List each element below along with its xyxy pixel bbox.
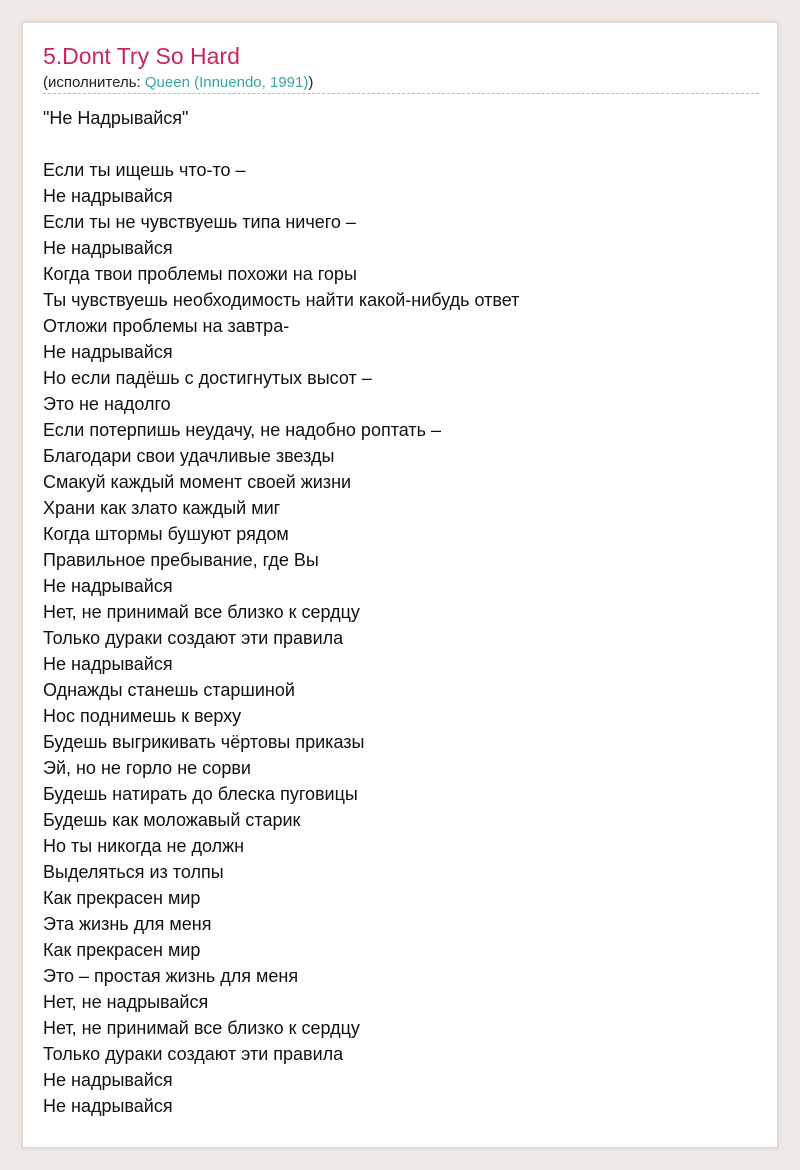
lyric-line: Будешь натирать до блеска пуговицы — [43, 784, 358, 804]
lyric-line: Смакуй каждый момент своей жизни — [43, 472, 352, 492]
lyric-line: Будешь выгрикивать чёртовы приказы — [43, 732, 365, 752]
lyric-line: Эй, но не горло не сорви — [43, 758, 251, 778]
lyric-line: Не надрывайся — [43, 238, 173, 258]
lyric-line: Но если падёшь с достигнутых высот – — [43, 368, 372, 388]
lyric-line: Только дураки создают эти правила — [43, 628, 344, 648]
lyric-line: Это – простая жизнь для меня — [43, 966, 299, 986]
lyric-line: Если ты ищешь что-то – — [43, 160, 246, 180]
meta-prefix: (исполнитель: — [43, 74, 145, 91]
lyric-line: Когда твои проблемы похожи на горы — [43, 264, 357, 284]
lyric-lines — [43, 157, 759, 1119]
lyric-line: Будешь как моложавый старик — [43, 810, 301, 830]
lyric-line: Как прекрасен мир — [43, 940, 201, 960]
lyric-line: Правильное пребывание, где Вы — [43, 550, 319, 570]
lyric-line: Если ты не чувствуешь типа ничего – — [43, 212, 356, 232]
song-title: 5.Dont Try So Hard — [43, 43, 240, 69]
lyric-line: Нет, не надрывайся — [43, 992, 209, 1012]
lyric-line: Нет, не принимай все близко к сердцу — [43, 602, 360, 622]
lyric-line: Не надрывайся — [43, 1096, 173, 1116]
lyric-line: Это не надолго — [43, 394, 171, 414]
meta-suffix: ) — [308, 74, 314, 91]
lyric-line: Не надрывайся — [43, 186, 173, 206]
lyric-line: Отложи проблемы на завтра- — [43, 316, 290, 336]
lyrics-spacer — [43, 131, 759, 157]
lyric-line: Когда штормы бушуют рядом — [43, 524, 289, 544]
lyric-line: Если потерпишь неудачу, не надобно роптать – — [43, 420, 441, 440]
artist-link[interactable]: Queen (Innuendo, 1991) — [144, 74, 309, 91]
lyrics-card — [22, 22, 778, 1148]
lyrics-body — [43, 105, 759, 1119]
lyric-line: Не надрывайся — [43, 1070, 173, 1090]
lyric-line: Как прекрасен мир — [43, 888, 201, 908]
lyrics-heading: "Не Надрывайся" — [43, 108, 189, 128]
dashed-divider — [43, 93, 759, 94]
lyric-line: Нет, не принимай все близко к сердцу — [43, 1018, 360, 1038]
lyric-line: Не надрывайся — [43, 342, 173, 362]
lyric-line: Но ты никогда не должн — [43, 836, 245, 856]
lyric-line: Не надрывайся — [43, 654, 173, 674]
song-meta — [43, 74, 313, 92]
lyric-line: Однажды станешь старшиной — [43, 680, 295, 700]
lyric-line: Выделяться из толпы — [43, 862, 224, 882]
lyric-line: Нос поднимешь к верху — [43, 706, 242, 726]
lyric-line: Ты чувствуешь необходимость найти какой-нибудь ответ — [43, 290, 520, 310]
lyric-line: Только дураки создают эти правила — [43, 1044, 344, 1064]
lyric-line: Не надрывайся — [43, 576, 173, 596]
lyric-line: Храни как злато каждый миг — [43, 498, 281, 518]
lyric-line: Эта жизнь для меня — [43, 914, 212, 934]
lyric-line: Благодари свои удачливые звезды — [43, 446, 335, 466]
